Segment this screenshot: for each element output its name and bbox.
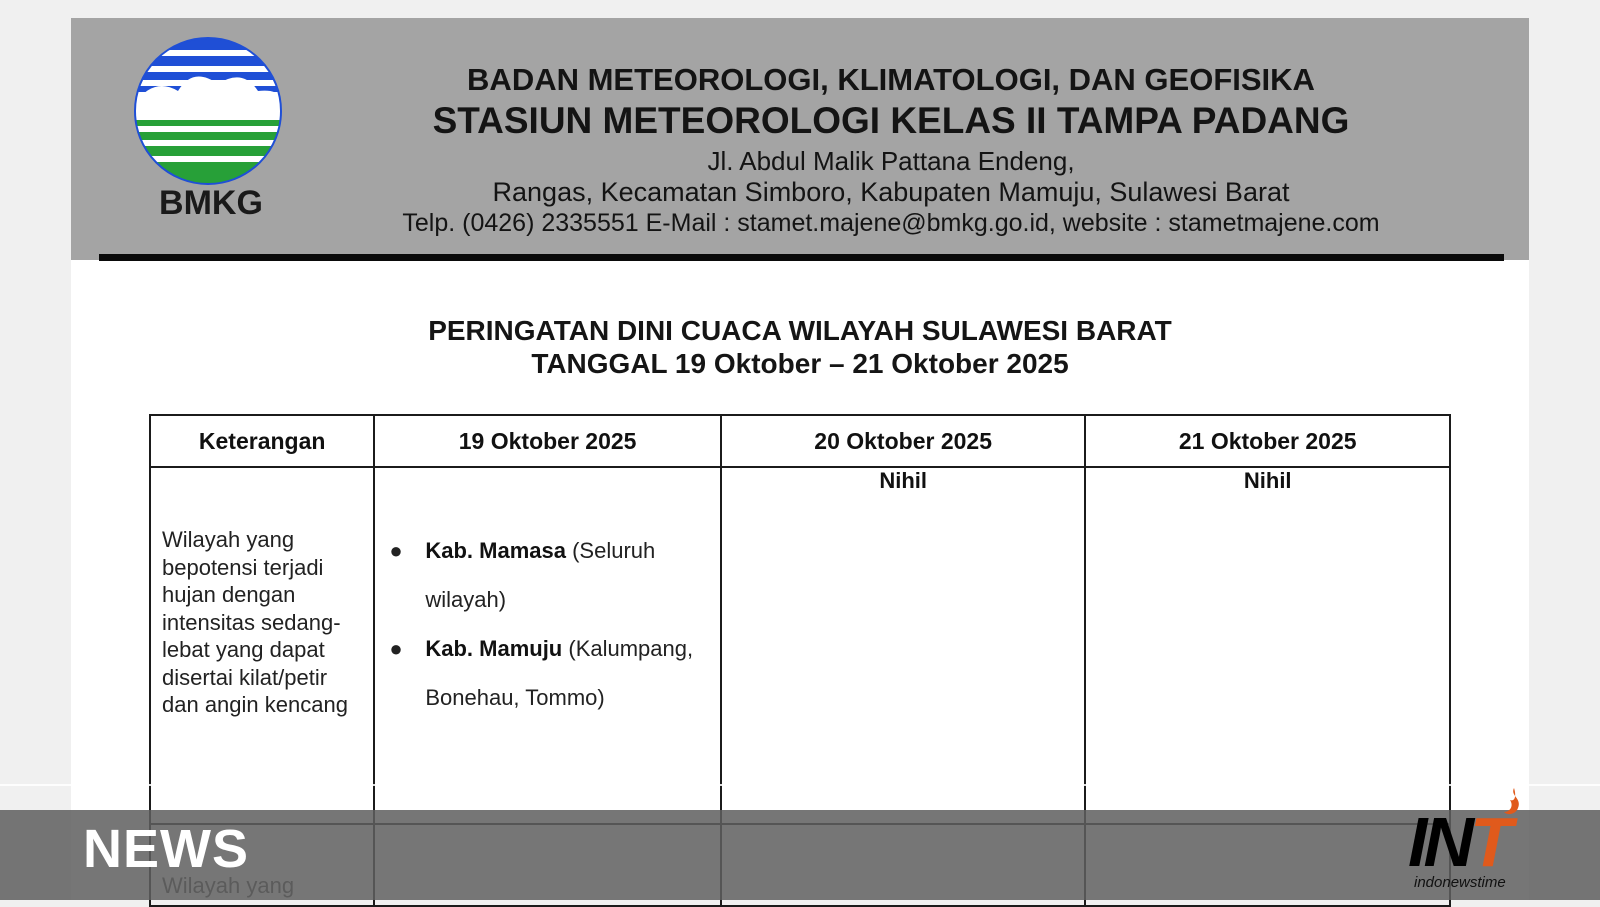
banner-top-line	[0, 784, 1600, 786]
bullet-icon: ●	[389, 538, 403, 563]
station-name: STASIUN METEOROLOGI KELAS II TAMPA PADANG	[432, 100, 1350, 141]
brand-mark-t: T	[1470, 803, 1509, 881]
list-item	[375, 526, 720, 624]
news-label: NEWS	[83, 819, 249, 879]
address-line-1: Jl. Abdul Malik Pattana Endeng,	[707, 146, 1075, 176]
day-1-cell	[374, 467, 721, 824]
bullet-icon: ●	[389, 636, 403, 661]
header-day-3: 21 Oktober 2025	[1085, 415, 1450, 467]
area-detail: (Seluruh wilayah)	[425, 538, 656, 612]
letterhead	[71, 18, 1529, 260]
area-name: Kab. Mamuju	[425, 636, 563, 661]
address-line-2: Rangas, Kecamatan Simboro, Kabupaten Mamuju, Sulawesi Barat	[492, 177, 1290, 207]
day-3-cell: Nihil	[1085, 467, 1450, 824]
table-row	[150, 467, 1450, 824]
header-day-2: 20 Oktober 2025	[721, 415, 1086, 467]
row-description: Wilayah yang bepotensi terjadi hujan dengan intensitas sedang-lebat yang dapat disertai kilat/petir dan angin kencang	[162, 527, 348, 717]
letterhead-divider	[99, 254, 1504, 261]
agency-name: BADAN METEOROLOGI, KLIMATOLOGI, DAN GEOFISIKA	[467, 62, 1315, 97]
brand-name: indonewstime	[1414, 874, 1506, 891]
header-keterangan: Keterangan	[150, 415, 374, 467]
bmkg-logo-icon	[133, 36, 283, 186]
document-date-range: TANGGAL 19 Oktober – 21 Oktober 2025	[531, 348, 1069, 379]
table-header-row	[150, 415, 1450, 467]
area-list	[375, 468, 720, 722]
document-title: PERINGATAN DINI CUACA WILAYAH SULAWESI BARAT	[428, 315, 1172, 346]
warning-document	[71, 18, 1529, 900]
row-description-cell	[150, 467, 374, 824]
area-name: Kab. Mamasa	[425, 538, 566, 563]
day-2-cell: Nihil	[721, 467, 1086, 824]
brand-logo[interactable]	[1408, 788, 1543, 898]
brand-mark	[1408, 803, 1509, 881]
contact-line: Telp. (0426) 2335551 E-Mail : stamet.majene@bmkg.go.id, website : stametmajene.com	[402, 209, 1380, 237]
logo-text: BMKG	[159, 184, 263, 222]
header-day-1: 19 Oktober 2025	[374, 415, 721, 467]
area-detail: (Kalumpang, Bonehau, Tommo)	[425, 636, 694, 710]
brand-mark-in: IN	[1408, 803, 1470, 881]
list-item	[375, 624, 720, 722]
